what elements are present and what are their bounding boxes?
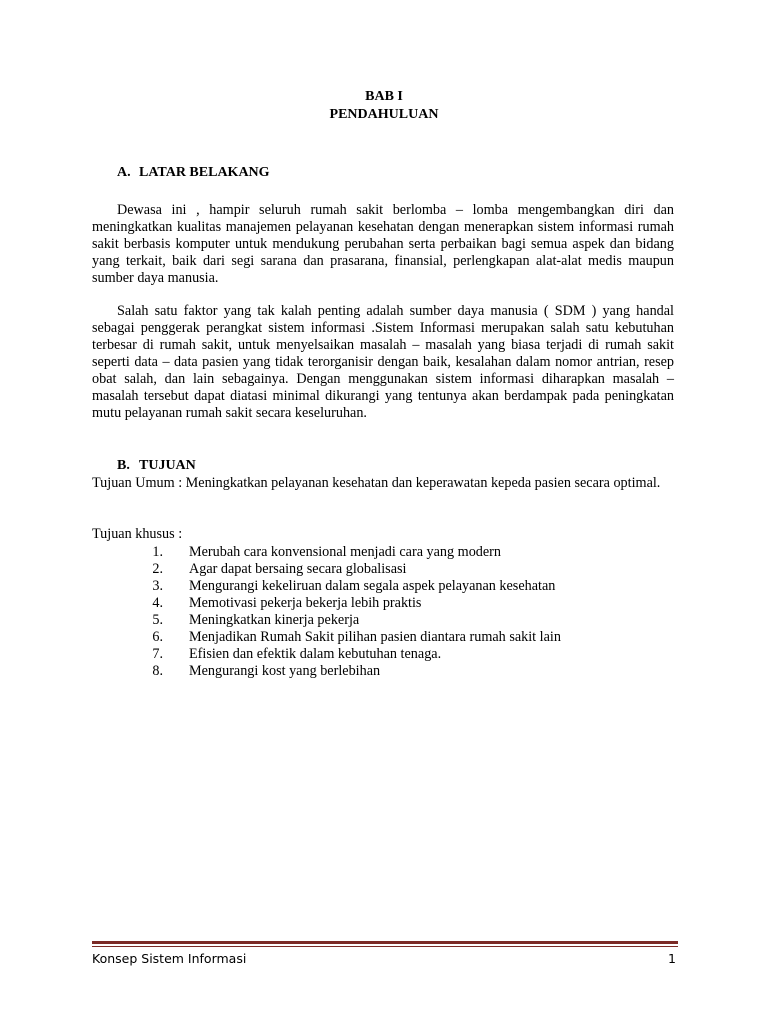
footer-rule-thin bbox=[92, 946, 678, 947]
list-item-number: 8. bbox=[152, 663, 163, 679]
list-item-number: 6. bbox=[152, 629, 163, 645]
list-item bbox=[92, 646, 561, 663]
list-item-number: 1. bbox=[152, 544, 163, 560]
list-item-number: 7. bbox=[152, 646, 163, 662]
list-item bbox=[92, 595, 561, 612]
list-item bbox=[92, 561, 561, 578]
section-a-label: A. bbox=[117, 165, 131, 180]
section-a-heading bbox=[117, 164, 270, 181]
list-item-number: 5. bbox=[152, 612, 163, 628]
background-paragraph-2: Salah satu faktor yang tak kalah penting adalah sumber daya manusia ( SDM ) yang handal sebagai penggerak perangkat sistem informasi .Sistem Informasi merupakan salah satu kebutuhan terbesar di rumah sakit, untuk menyelsaikan masalah – masalah yang biasa terjadi di rumah sakit seperti data – data pasien yang tidak terorganisir dengan baik, kesalahan dalam nomor antrian, resep obat salah, dan lain sebagainya. Dengan menggunakan sistem informasi diharapkan masalah – masalah tersebut dapat diatasi minimal dikurangi yang tentunya akan berdampak pada peningkatan mutu pelayanan rumah sakit secara keseluruhan. bbox=[92, 303, 674, 421]
list-item-text: Agar dapat bersaing secara globalisasi bbox=[189, 561, 407, 577]
list-item-number: 3. bbox=[152, 578, 163, 594]
list-item-number: 2. bbox=[152, 561, 163, 577]
list-item bbox=[92, 663, 561, 680]
section-b-heading bbox=[117, 457, 196, 474]
page-number: 1 bbox=[668, 951, 676, 966]
list-item bbox=[92, 544, 561, 561]
list-item bbox=[92, 578, 561, 595]
list-item-text: Mengurangi kost yang berlebihan bbox=[189, 663, 381, 679]
section-b-label: B. bbox=[117, 458, 130, 473]
section-a-title: LATAR BELAKANG bbox=[139, 165, 270, 180]
list-item bbox=[92, 612, 561, 629]
list-item bbox=[92, 629, 561, 646]
list-item-text: Merubah cara konvensional menjadi cara yang modern bbox=[189, 544, 502, 560]
general-goal-paragraph: Tujuan Umum : Meningkatkan pelayanan kesehatan dan keperawatan kepeda pasien secara optimal. bbox=[92, 475, 661, 491]
footer-title: Konsep Sistem Informasi bbox=[92, 951, 247, 966]
background-paragraph-1: Dewasa ini , hampir seluruh rumah sakit berlomba – lomba mengembangkan diri dan meningkatkan kualitas manajemen pelayanan kesehatan dengan menerapkan sistem informasi rumah sakit berbasis komputer untuk mendukung perubahan serta perbaikan bagi semua aspek dan bidang yang terkait, baik dari segi sarana dan prasarana, finansial, perlengkapan alat-alat medis maupun sumber daya manusia. bbox=[92, 202, 674, 286]
chapter-title: PENDAHULUAN bbox=[329, 107, 439, 122]
specific-goals-list bbox=[92, 544, 561, 680]
chapter-number: BAB I bbox=[365, 89, 403, 104]
list-item-text: Meningkatkan kinerja pekerja bbox=[189, 612, 360, 628]
section-b-title: TUJUAN bbox=[139, 458, 196, 473]
specific-goals-heading: Tujuan khusus : bbox=[92, 526, 183, 542]
list-item-text: Menjadikan Rumah Sakit pilihan pasien diantara rumah sakit lain bbox=[189, 629, 561, 645]
list-item-number: 4. bbox=[152, 595, 163, 611]
list-item-text: Mengurangi kekeliruan dalam segala aspek pelayanan kesehatan bbox=[189, 578, 556, 594]
footer-rule-thick bbox=[92, 941, 678, 944]
list-item-text: Efisien dan efektik dalam kebutuhan tenaga. bbox=[189, 646, 442, 662]
list-item-text: Memotivasi pekerja bekerja lebih praktis bbox=[189, 595, 422, 611]
